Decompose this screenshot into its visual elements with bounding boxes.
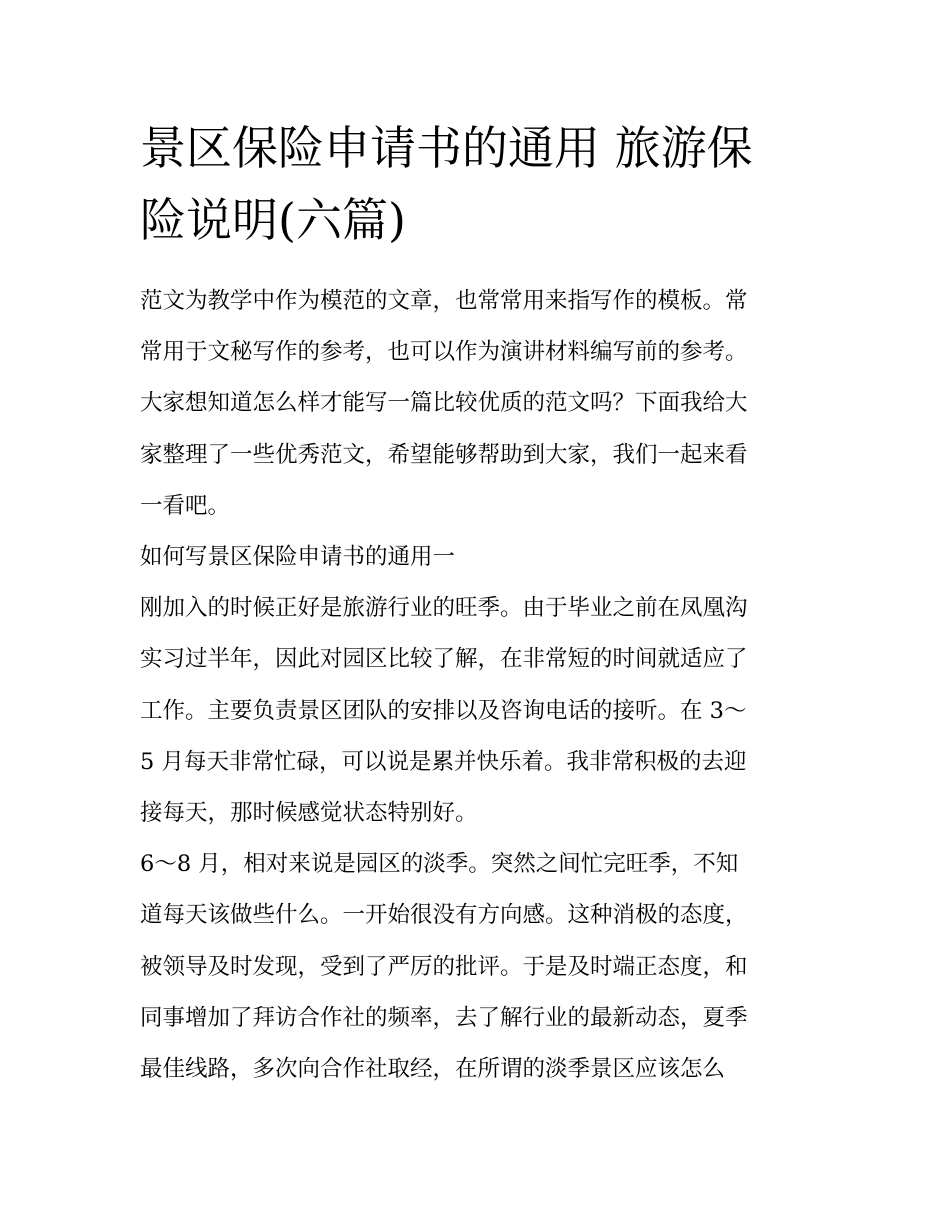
body-line: 一看吧。: [140, 492, 231, 519]
title-line-1: 景区保险申请书的通用 旅游保: [140, 121, 753, 175]
body-line: 工作。主要负责景区团队的安排以及咨询电话的接听。在 3～: [140, 697, 747, 724]
document-title: [140, 112, 812, 256]
body-line: 常用于文秘写作的参考，也可以作为演讲材料编写前的参考。: [140, 339, 748, 366]
body-line: 接每天，那时候感觉状态特别好。: [140, 800, 478, 827]
title-line-2: 险说明(六篇): [140, 193, 406, 247]
body-line: 家整理了一些优秀范文，希望能够帮助到大家，我们一起来看: [140, 441, 748, 468]
body-line: 范文为教学中作为模范的文章，也常常用来指写作的模板。常: [140, 288, 748, 314]
body-line: 6～8 月，相对来说是园区的淡季。突然之间忙完旺季，不知: [140, 851, 739, 878]
document-page: [140, 112, 812, 1095]
body-line: 同事增加了拜访合作社的频率，去了解行业的最新动态，夏季: [140, 1004, 748, 1031]
section-heading: 如何写景区保险申请书的通用一: [140, 544, 456, 571]
document-body: [140, 276, 812, 1095]
body-line: 实习过半年，因此对园区比较了解，在非常短的时间就适应了: [140, 646, 748, 673]
body-line: 大家想知道怎么样才能写一篇比较优质的范文吗？下面我给大: [140, 390, 748, 417]
body-line: 刚加入的时候正好是旅游行业的旺季。由于毕业之前在凤凰沟: [140, 595, 748, 622]
body-line: 5 月每天非常忙碌，可以说是累并快乐着。我非常积极的去迎: [140, 748, 747, 775]
body-line: 道每天该做些什么。一开始很没有方向感。这种消极的态度，: [140, 902, 748, 929]
body-line: 最佳线路，多次向合作社取经，在所谓的淡季景区应该怎么: [140, 1056, 726, 1083]
body-line: 被领导及时发现，受到了严厉的批评。于是及时端正态度，和: [140, 953, 748, 980]
